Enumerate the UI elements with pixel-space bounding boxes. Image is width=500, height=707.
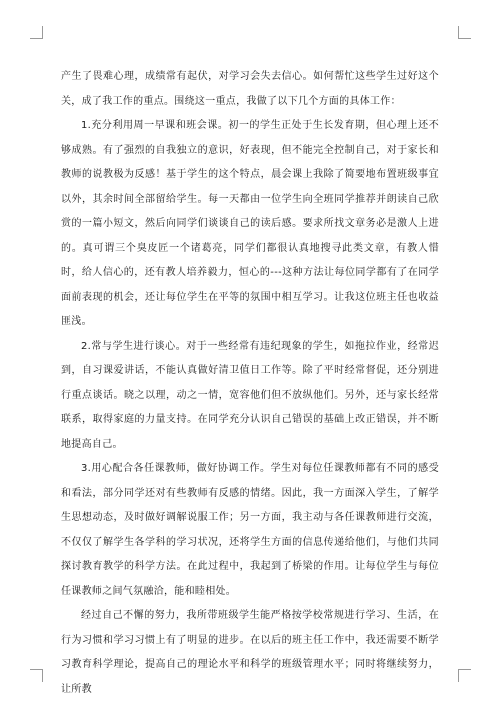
crop-mark-top-right	[458, 26, 471, 39]
document-body	[61, 65, 439, 702]
paragraph-item-2: 2.常与学生进行谈心。对于一些经常有违纪现象的学生，如拖拉作业，经常迟到，自习课爱讲话，不能认真做好清卫值日工作等。除了平时经常督促，还分别进行重点谈话。晓之以理，动之一情，宽容他们但不放纵他们。另外，还与家长经常联系，取得家庭的力量支持。在同学充分认识自己错误的基础上改正错误，并不断地提高自己。	[61, 340, 439, 450]
paragraph-item-3: 3.用心配合各任课教师，做好协调工作。学生对每位任课教师都有不同的感受和看法，部分同学还对有些教师有反感的情绪。因此，我一方面深入学生，了解学生思想动态，及时做好调解说服工作；另一方面，我主动与各任课教师进行交流，不仅仅了解学生各学科的学习状况，还将学生方面的信息传递给他们，与他们共同探讨教育教学的科学方法。在此过程中，我起到了桥梁的作用。让每位学生与每位任课教师之间气氛融洽，能和睦相处。	[61, 463, 439, 597]
paragraph-intro: 产生了畏难心理，成绩常有起伏，对学习会失去信心。如何帮忙这些学生过好这个关，成了我工作的重点。围绕这一重点，我做了以下几个方面的具体工作：	[61, 71, 439, 107]
crop-mark-bottom-left	[30, 669, 43, 682]
crop-mark-bottom-right	[458, 669, 471, 682]
paragraph-conclusion: 经过自己不懈的努力，我所带班级学生能严格按学校常规进行学习、生活，在行为习惯和学习习惯上有了明显的进步。在以后的班主任工作中，我还需要不断学习教育科学理论，提高自己的理论水平和科学的班级管理水平；同时将继续努力，让所教	[61, 610, 439, 695]
paragraph-item-1: 1.充分利用周一早课和班会课。初一的学生正处于生长发育期，但心理上还不够成熟。有了强烈的自我独立的意识，好表现，但不能完全控制自己，对于家长和教师的说教极为反感！基于学生的这个特点，晨会课上我除了简要地布置班级事宜以外，其余时间全部留给学生。每一天都由一位学生向全班同学推荐并朗读自己欣赏的一篇小短文，然后向同学们谈谈自己的读后感。要求所找文章务必是激人上进的。真可谓三个臭皮匠一个诸葛亮，同学们都很认真地搜寻此类文章，有教人惜时，给人信心的，还有教人培养毅力，恒心的---这种方法让每位同学都有了在同学面前表现的机会，还让每位学生在平等的氛围中相互学习。让我这位班主任也收益匪浅。	[61, 120, 439, 327]
crop-mark-top-left	[30, 26, 43, 39]
